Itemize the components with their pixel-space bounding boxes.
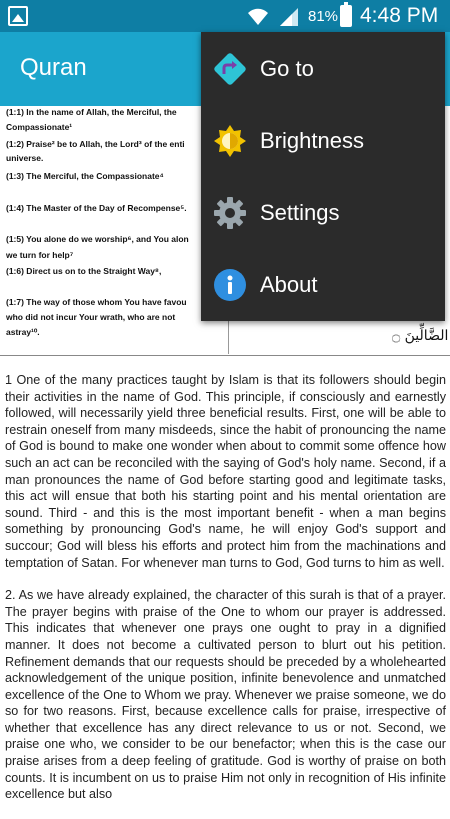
menu-item-about[interactable] [201, 248, 445, 320]
verse-line: universe. [6, 153, 44, 163]
menu-item-label: Brightness [260, 128, 364, 153]
commentary-paragraph: 1 One of the many practices taught by Islam is that its followers should begin their activities in the name of God. This principle, if consciously and earnestly followed, will necessarily yield three beneficial results. First, one will be able to restrain oneself from many misdeeds, since the habit of pronouncing the name of God is bound to make one wonder when about to commit some offence how such an act can be reconciled with the saying of God's holy name. Second, if a man pronounces the name of God before starting good and legitimate tasks, this act will ensue that both his starting point and his mental orientation are sound. Third - and this is the most important benefit - when a man begins something by pronouncing God's name, he will enjoy God's support and succour; God will bless his efforts and protect him from the machinations and temptation of Satan. For whenever man turns to God, God turns to him as well. [5, 373, 446, 570]
overflow-menu [201, 32, 445, 321]
menu-item-go-to[interactable] [201, 32, 445, 104]
clock: 4:48 PM [360, 4, 439, 27]
verse-line: (1:3) The Merciful, the Compassionate⁴ [6, 171, 164, 181]
verse-line: we turn for help⁷ [6, 250, 74, 260]
signal-icon [278, 6, 300, 26]
verse-line: (1:1) In the name of Allah, the Merciful, the [6, 107, 177, 117]
status-bar [0, 0, 450, 32]
brightness-icon [213, 124, 247, 158]
commentary-paragraph: 2. As we have already explained, the character of this surah is that of a prayer. The prayer begins with praise of the One to whom our prayer is addressed. This indicates that whenever one prays one ought to pray in a dignified manner. It does not become a cultivated person to blurt out his petition. Refinement demands that our requests should be preceded by a wholehearted acknowledgement of the unique position, infinite benevolence and unmatched excellence of the One to Whom we pray. Whenever we praise someone, we do so for two reasons. First, because excellence calls for praise, irrespective of whether that excellence has any direct relevance to us or not. Second, we praise one who, we consider to be our benefactor; when this is the case our praise arises from a deep feeling of gratitude. God is worthy of praise on both counts. It is incumbent on us to praise Him not only in recognition of His infinite excellence but also [5, 588, 446, 802]
menu-item-brightness[interactable] [201, 104, 445, 176]
menu-item-label: About [260, 272, 318, 297]
gear-icon [213, 196, 247, 230]
gallery-notification-icon [8, 6, 28, 26]
verse-line: (1:7) The way of those whom You have favou [6, 297, 187, 307]
app-title: Quran [20, 54, 87, 81]
verse-line: who did not incur Your wrath, who are not [6, 312, 176, 322]
battery-icon [340, 5, 352, 27]
verse-line: (1:5) You alone do we worship⁶, and You alon [6, 234, 189, 244]
wifi-icon [246, 5, 270, 27]
verse-line: Compassionate¹ [6, 122, 73, 132]
menu-item-label: Go to [260, 56, 314, 81]
verse-line: (1:6) Direct us on to the Straight Way⁸, [6, 266, 162, 276]
menu-item-settings[interactable] [201, 176, 445, 248]
arabic-verse-fragment: الضَّالِّينَ ۝ [392, 328, 449, 344]
menu-item-label: Settings [260, 200, 340, 225]
info-icon [213, 268, 247, 302]
verse-line: (1:4) The Master of the Day of Recompense⁵. [6, 203, 187, 213]
commentary-text [5, 372, 446, 819]
go-to-icon [213, 52, 247, 86]
verse-line: (1:2) Praise² be to Allah, the Lord³ of the enti [6, 139, 185, 149]
battery-percent: 81% [308, 8, 339, 25]
verse-line: astray¹⁰. [6, 327, 40, 337]
